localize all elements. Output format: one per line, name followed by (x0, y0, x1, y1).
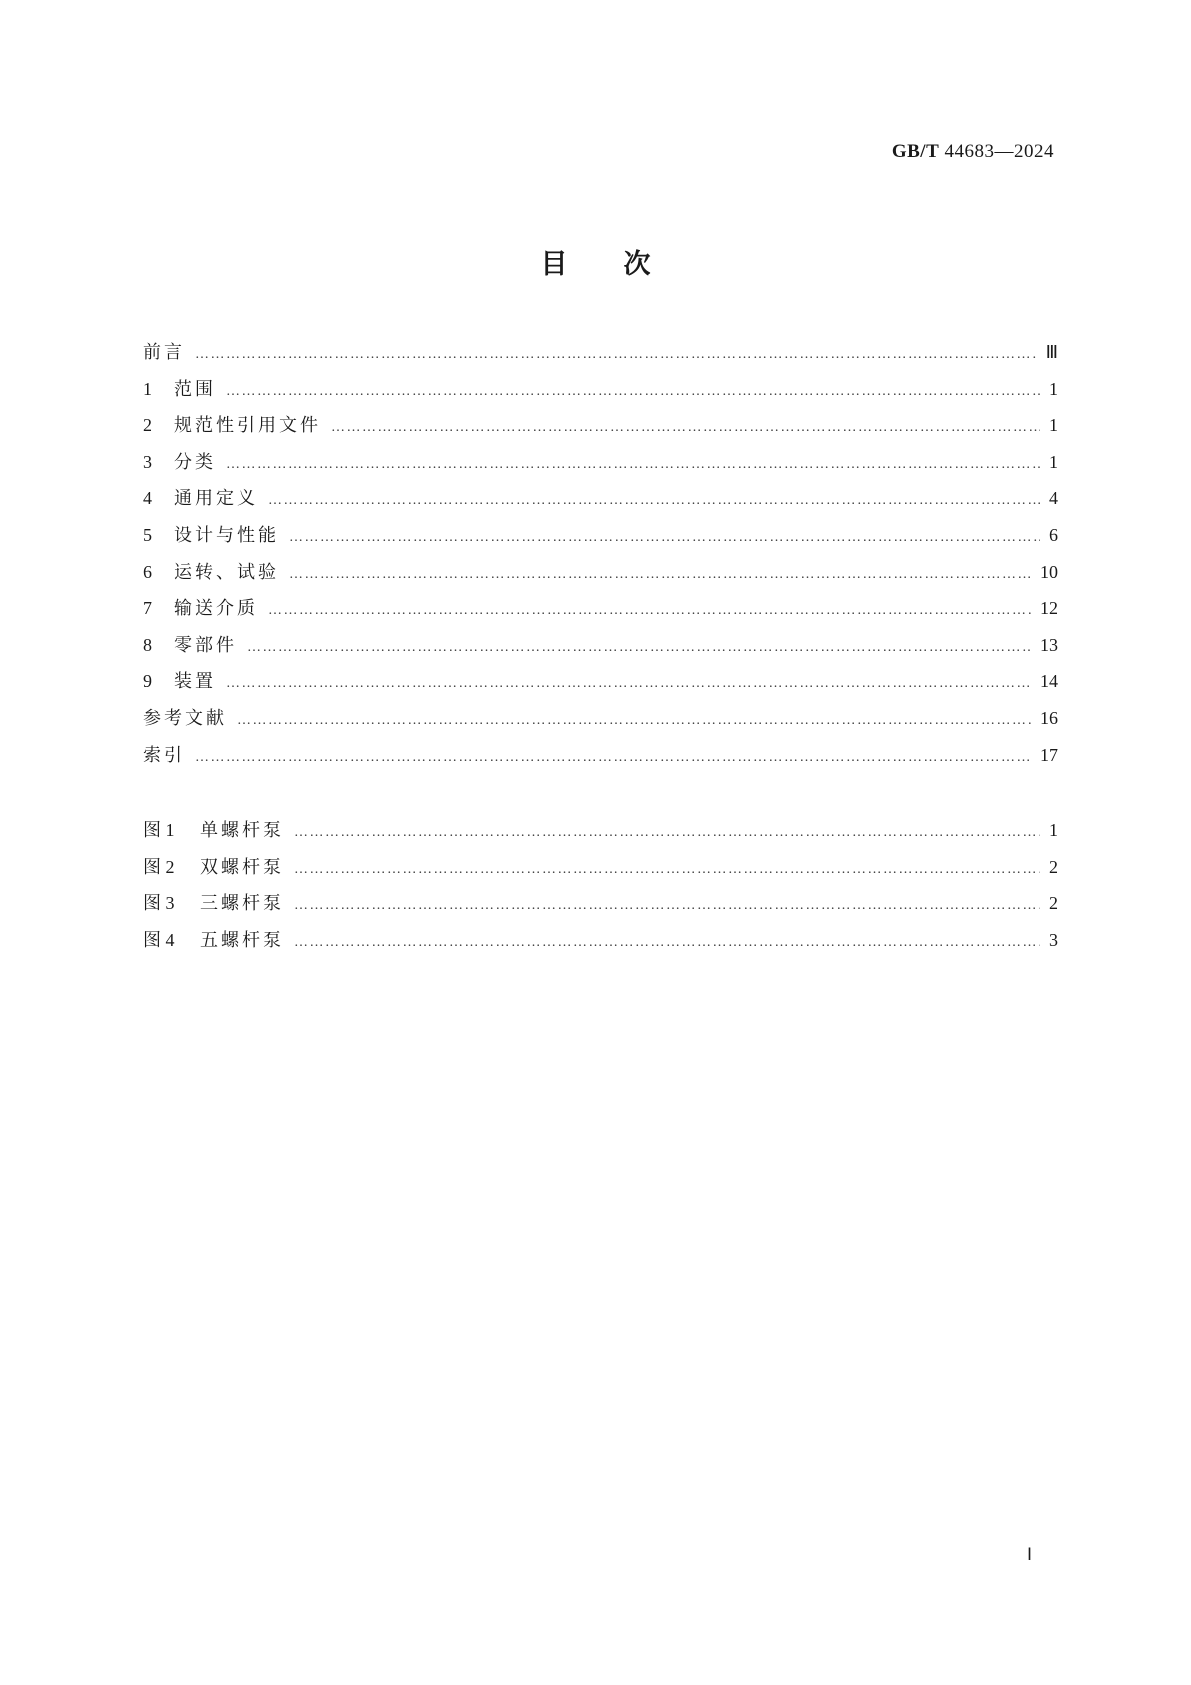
toc-page: 1 (1049, 451, 1058, 472)
figure-entry-2[interactable] (143, 853, 1058, 890)
list-of-figures (143, 816, 1058, 962)
toc-leader (331, 420, 1040, 436)
toc-entry-bibliography[interactable] (143, 704, 1058, 741)
table-of-contents (143, 338, 1058, 777)
figure-label: 单螺杆泵 (200, 820, 284, 841)
toc-page: 1 (1049, 378, 1058, 399)
toc-leader (289, 567, 1032, 583)
toc-label: 前言 (143, 342, 185, 363)
toc-number: 2 (143, 415, 152, 436)
page-title: 目次 (540, 249, 707, 280)
toc-entry-5[interactable] (143, 521, 1058, 558)
toc-entry-4[interactable] (143, 484, 1058, 521)
figure-number: 图 1 (143, 820, 175, 840)
figure-entry-3[interactable] (143, 889, 1058, 926)
toc-label: 零部件 (174, 634, 237, 656)
figure-label: 三螺杆泵 (200, 893, 284, 915)
toc-page: 16 (1040, 707, 1058, 728)
toc-label: 参考文献 (143, 707, 227, 729)
toc-page: 1 (1049, 820, 1058, 840)
toc-label: 输送介质 (174, 598, 258, 620)
toc-number: 1 (143, 378, 152, 399)
toc-number: 3 (143, 451, 152, 472)
standard-code (892, 141, 1054, 163)
toc-leader (195, 750, 1032, 766)
toc-page: 2 (1049, 893, 1058, 914)
toc-page: 1 (1049, 415, 1058, 436)
toc-leader (237, 713, 1032, 729)
toc-number: 7 (143, 598, 152, 619)
figure-number: 图 2 (143, 856, 175, 877)
toc-page: 13 (1040, 634, 1058, 655)
figure-entry-1[interactable] (143, 816, 1058, 853)
toc-entry-2[interactable] (143, 411, 1058, 448)
toc-page: 4 (1049, 488, 1058, 509)
toc-page: 14 (1040, 671, 1058, 692)
toc-entry-6[interactable] (143, 558, 1058, 595)
toc-label: 设计与性能 (174, 524, 279, 546)
toc-leader (268, 493, 1040, 509)
toc-entry-9[interactable] (143, 667, 1058, 704)
toc-label: 范围 (174, 378, 216, 400)
toc-leader (226, 384, 1040, 400)
toc-page: 10 (1040, 561, 1058, 582)
toc-leader (294, 935, 1040, 951)
toc-leader (289, 530, 1040, 546)
toc-leader (294, 898, 1040, 914)
figure-label: 五螺杆泵 (200, 929, 284, 951)
toc-leader (247, 640, 1032, 656)
toc-entry-3[interactable] (143, 448, 1058, 485)
toc-number: 8 (143, 634, 152, 655)
standard-number: 44683—2024 (944, 141, 1054, 162)
figure-label: 双螺杆泵 (200, 856, 284, 878)
toc-leader (294, 862, 1040, 878)
toc-page: Ⅲ (1045, 342, 1058, 362)
toc-label: 规范性引用文件 (174, 415, 321, 437)
toc-leader (294, 825, 1040, 841)
toc-entry-foreword[interactable] (143, 338, 1058, 375)
toc-entry-8[interactable] (143, 631, 1058, 668)
toc-page: 3 (1049, 929, 1058, 950)
toc-leader (268, 603, 1032, 619)
toc-label: 分类 (174, 451, 216, 473)
page-number: Ⅰ (1027, 1545, 1033, 1564)
toc-entry-index[interactable] (143, 741, 1058, 778)
toc-page: 2 (1049, 856, 1058, 877)
toc-number: 9 (143, 671, 152, 692)
toc-page: 12 (1040, 598, 1058, 619)
figure-number: 图 4 (143, 929, 175, 950)
toc-entry-1[interactable] (143, 375, 1058, 412)
toc-leader (195, 347, 1038, 363)
toc-number: 6 (143, 561, 152, 582)
toc-leader (226, 676, 1032, 692)
toc-number: 4 (143, 488, 152, 509)
toc-page: 6 (1049, 524, 1058, 545)
standard-prefix: GB/T (891, 141, 940, 162)
toc-label: 通用定义 (174, 488, 258, 510)
toc-label: 索引 (143, 744, 185, 766)
toc-label: 装置 (174, 671, 216, 693)
toc-number: 5 (143, 524, 152, 545)
figure-entry-4[interactable] (143, 926, 1058, 963)
toc-label: 运转、试验 (174, 561, 279, 583)
toc-page: 17 (1040, 744, 1058, 765)
toc-entry-7[interactable] (143, 594, 1058, 631)
toc-leader (226, 457, 1040, 473)
figure-number: 图 3 (143, 893, 175, 914)
